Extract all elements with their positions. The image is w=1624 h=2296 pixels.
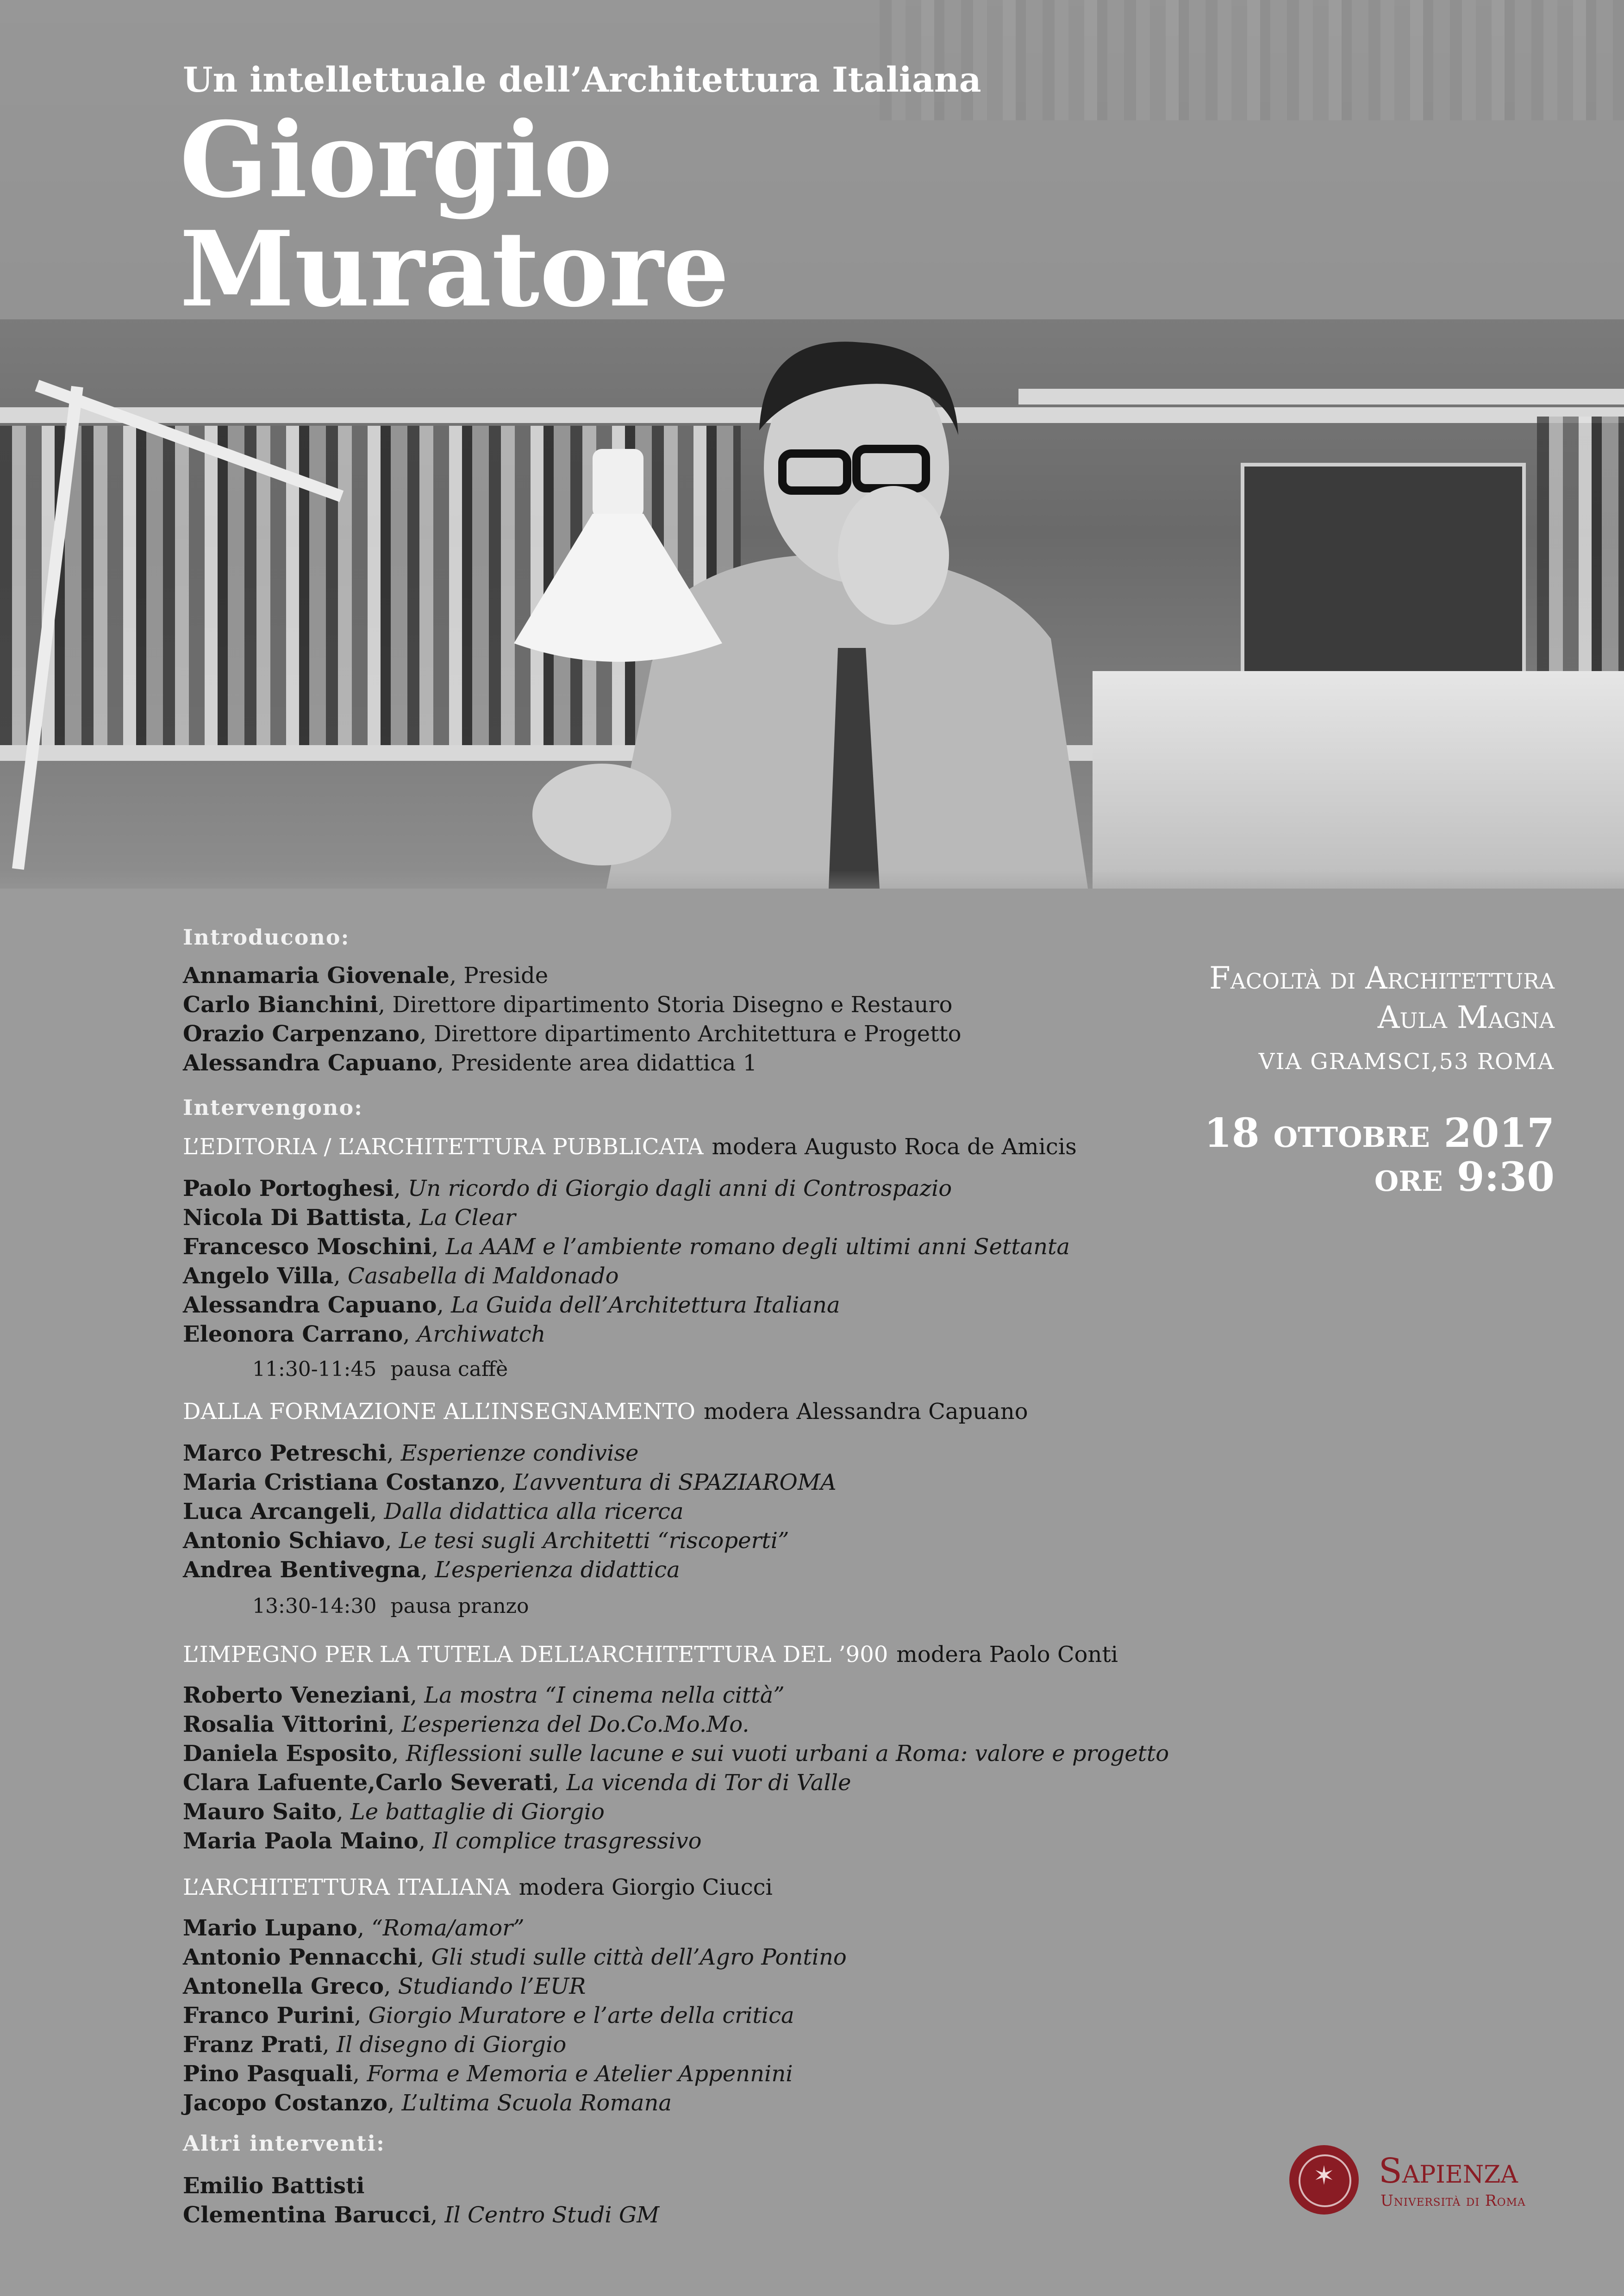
talk: Roberto Veneziani, La mostra “I cinema nella città” [183, 1682, 785, 1708]
talk: Nicola Di Battista, La Clear [183, 1205, 516, 1231]
desk-lamp-icon [509, 440, 731, 680]
session-title: L’ARCHITETTURA ITALIANA modera Giorgio Ciucci [183, 1874, 773, 1900]
talk: Mario Lupano, “Roma/amor” [183, 1915, 525, 1941]
intervengono-heading: Intervengono: [183, 1095, 363, 1120]
talk: Clara Lafuente,Carlo Severati, La vicenda di Tor di Valle [183, 1770, 851, 1796]
pause-break: 13:30-14:30 pausa pranzo [252, 1594, 529, 1618]
introducono-heading: Introducono: [183, 925, 350, 950]
logo-subtitle: Università di Roma [1380, 2191, 1526, 2209]
event-date: 18 ottobre 2017 [1204, 1110, 1555, 1157]
photo-fade [0, 870, 1624, 921]
venue-address: VIA GRAMSCI,53 ROMA [1258, 1049, 1555, 1075]
talk: Angelo Villa, Casabella di Maldonado [183, 1263, 619, 1289]
talk: Luca Arcangeli, Dalla didattica alla ricerca [183, 1499, 684, 1524]
event-time: ore 9:30 [1374, 1154, 1555, 1201]
title-line-1: Giorgio [180, 99, 612, 221]
talk: Franz Prati, Il disegno di Giorgio [183, 2032, 567, 2058]
talk: Pino Pasquali, Forma e Memoria e Atelier Appennini [183, 2061, 793, 2087]
talk: Antonio Pennacchi, Gli studi sulle città dell’Agro Pontino [183, 1944, 847, 1970]
session-title: L’IMPEGNO PER LA TUTELA DELL’ARCHITETTURA DEL ’900 modera Paolo Conti [183, 1642, 1118, 1668]
venue-faculty: Facoltà di Architettura [1209, 960, 1555, 996]
session-title: DALLA FORMAZIONE ALL’INSEGNAMENTO modera Alessandra Capuano [183, 1399, 1028, 1425]
logo-name: Sapienza [1379, 2151, 1518, 2191]
talk: Daniela Esposito, Riflessioni sulle lacune e sui vuoti urbani a Roma: valore e progetto [183, 1741, 1169, 1767]
talk: Paolo Portoghesi, Un ricordo di Giorgio dagli anni di Controspazio [183, 1176, 952, 1201]
session-moderator: modera Augusto Roca de Amicis [712, 1134, 1077, 1160]
talk: Franco Purini, Giorgio Muratore e l’arte della critica [183, 2003, 794, 2028]
session-moderator: modera Giorgio Ciucci [518, 1874, 773, 1900]
sapienza-seal-icon: ✶ [1289, 2145, 1359, 2215]
talk: Antonella Greco, Studiando l’EUR [183, 1973, 586, 1999]
talk: Andrea Bentivegna, L’esperienza didattica [183, 1557, 680, 1583]
intro-person: Orazio Carpenzano, Direttore dipartimento Architettura e Progetto [183, 1021, 962, 1047]
talk: Francesco Moschini, La AAM e l’ambiente romano degli ultimi anni Settanta [183, 1234, 1070, 1260]
title-line-2: Muratore [180, 208, 730, 330]
talk: Maria Paola Maino, Il complice trasgressivo [183, 1828, 702, 1854]
talk: Eleonora Carrano, Archiwatch [183, 1321, 546, 1347]
page-title [180, 99, 730, 330]
talk: Mauro Saito, Le battaglie di Giorgio [183, 1799, 605, 1825]
talk: Alessandra Capuano, La Guida dell’Architettura Italiana [183, 1292, 840, 1318]
event-kicker: Un intellettuale dell’Architettura Italiana [183, 60, 981, 100]
venue-room: Aula Magna [1377, 1000, 1555, 1035]
talk: Marco Petreschi, Esperienze condivise [183, 1440, 639, 1466]
talk: Emilio Battisti [183, 2173, 365, 2199]
pause-break: 11:30-11:45 pausa caffè [252, 1357, 508, 1381]
session-title: L’EDITORIA / L’ARCHITETTURA PUBBLICATA modera Augusto Roca de Amicis [183, 1134, 1077, 1160]
talk: Rosalia Vittorini, L’esperienza del Do.Co.Mo.Mo. [183, 1711, 750, 1737]
bookshelf-books [1537, 417, 1624, 694]
talk: Maria Cristiana Costanzo, L’avventura di SPAZIAROMA [183, 1469, 837, 1495]
talk: Antonio Schiavo, Le tesi sugli Architetti “riscoperti” [183, 1528, 789, 1554]
intro-person: Carlo Bianchini, Direttore dipartimento Storia Disegno e Restauro [183, 992, 953, 1018]
talk: Clementina Barucci, Il Centro Studi GM [183, 2202, 660, 2228]
intro-person: Alessandra Capuano, Presidente area didattica 1 [183, 1050, 757, 1076]
session-moderator: modera Alessandra Capuano [704, 1399, 1028, 1425]
intro-person: Annamaria Giovenale, Preside [183, 963, 549, 989]
talk: Jacopo Costanzo, L’ultima Scuola Romana [183, 2090, 672, 2116]
altri-heading: Altri interventi: [183, 2131, 385, 2156]
session-moderator: modera Paolo Conti [896, 1642, 1118, 1668]
